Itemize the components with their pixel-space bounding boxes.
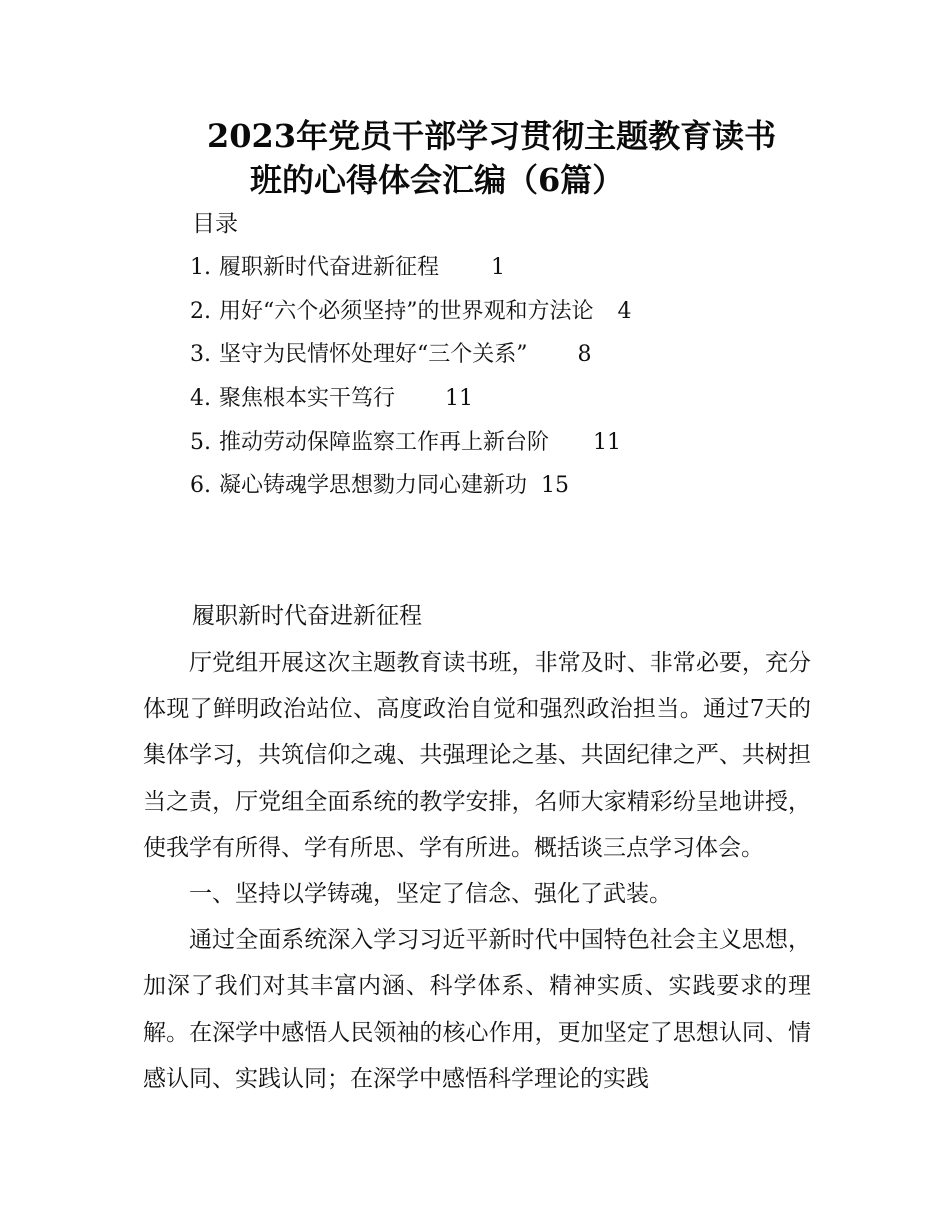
toc-item	[190, 427, 632, 471]
document-title-line-2: 班的心得体会汇编（6篇）	[250, 161, 625, 199]
toc-item-title: 履职新时代奋进新征程	[219, 255, 440, 280]
toc-item	[190, 383, 632, 427]
body-text	[143, 640, 811, 1102]
table-of-contents	[190, 252, 632, 514]
paragraph: 通过全面系统深入学习习近平新时代中国特色社会主义思想，加深了我们对其丰富内涵、科学体系、精神实质、实践要求的理解。在深学中感悟人民领袖的核心作用，更加坚定了思想认同、情感认同、实践认同；在深学中感悟科学理论的实践	[143, 927, 811, 1092]
paragraph: 一、坚持以学铸魂，坚定了信念、强化了武装。	[189, 881, 672, 908]
toc-item-title: 用好“六个必须坚持”的世界观和方法论	[219, 298, 594, 324]
section-title: 履职新时代奋进新征程	[192, 603, 422, 629]
toc-item-number: 3.	[190, 342, 211, 368]
toc-item-number: 6.	[190, 473, 211, 499]
paragraph: 厅党组开展这次主题教育读书班，非常及时、非常必要，充分体现了鲜明政治站位、高度政治自觉和强烈政治担当。通过7天的集体学习，共筑信仰之魂、共强理论之基、共固纪律之严、共树担当之责，厅党组全面系统的教学安排，名师大家精彩纷呈地讲授，使我学有所得、学有所思、学有所进。概括谈三点学习体会。	[143, 650, 811, 861]
toc-item-number: 1.	[190, 255, 211, 280]
document-title-line-1: 2023年党员干部学习贯彻主题教育读书	[207, 117, 777, 155]
toc-item-page: 15	[541, 473, 570, 499]
toc-item-page: 8	[577, 342, 592, 368]
toc-heading: 目录	[192, 211, 238, 237]
toc-item-title: 推动劳动保障监察工作再上新台阶	[219, 429, 550, 455]
toc-item-page: 11	[593, 429, 622, 455]
toc-item-number: 5.	[190, 429, 211, 455]
toc-item	[190, 339, 632, 383]
toc-item-title: 聚焦根本实干笃行	[219, 386, 396, 412]
toc-item-number: 4.	[190, 386, 211, 412]
toc-item-page: 4	[617, 298, 632, 324]
toc-item-page: 11	[445, 386, 474, 412]
toc-item-title: 凝心铸魂学思想勠力同心建新功	[219, 473, 528, 499]
toc-item-page: 1	[491, 255, 506, 280]
toc-item-number: 2.	[190, 298, 211, 324]
toc-item	[190, 252, 632, 296]
toc-item	[190, 296, 632, 340]
toc-item	[190, 470, 632, 514]
toc-item-title: 坚守为民情怀处理好“三个关系”	[219, 342, 528, 368]
